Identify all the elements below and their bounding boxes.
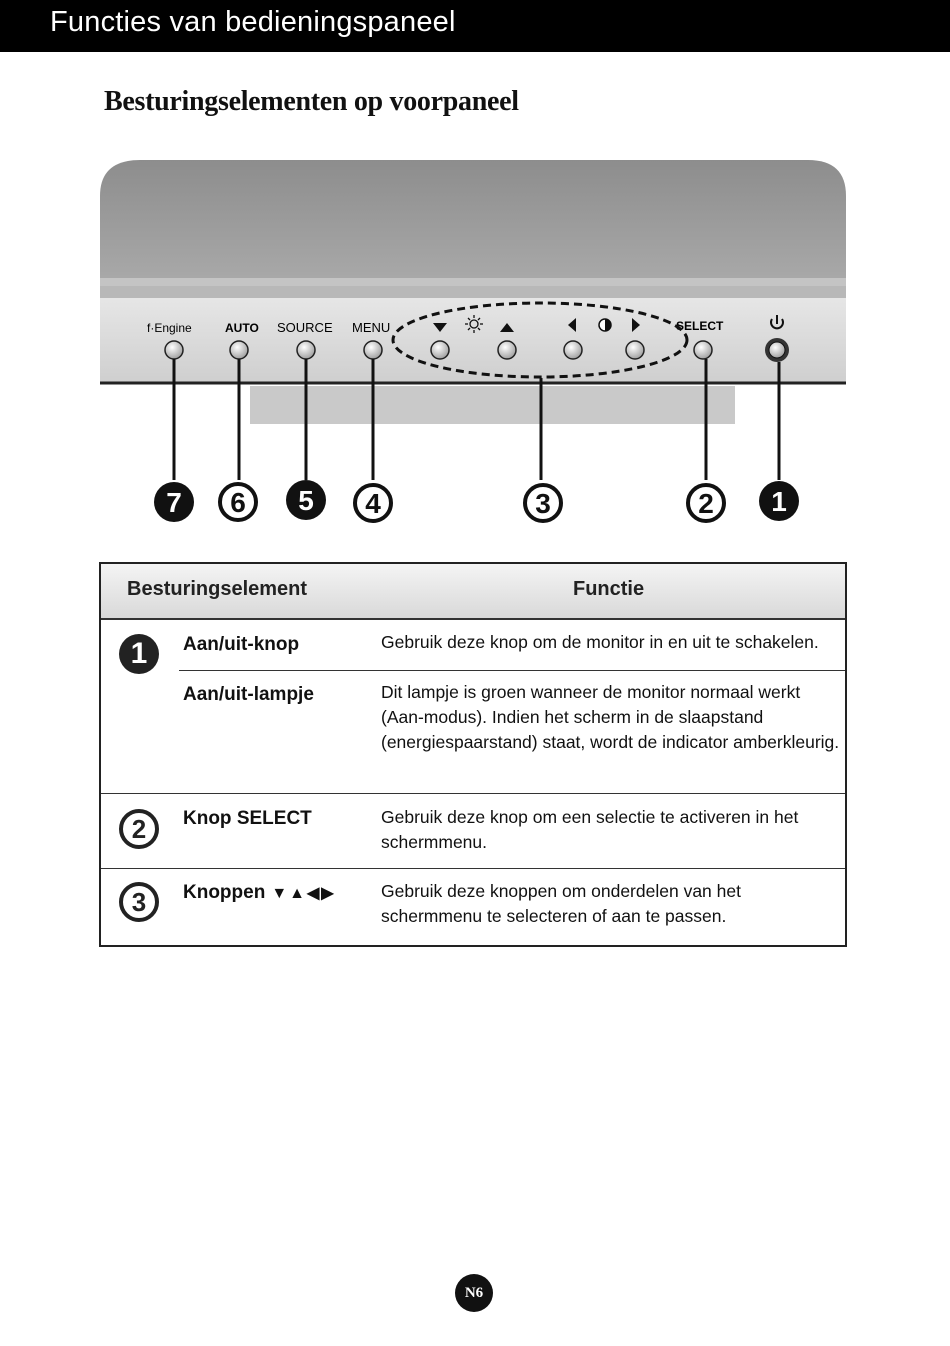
menu-label: MENU (352, 320, 391, 335)
function-select-button: Gebruik deze knop om een selectie te activeren in het schermmenu. (381, 807, 799, 852)
select-label: SELECT (676, 319, 724, 333)
svg-text:6: 6 (230, 487, 246, 518)
row-number-3: 3 (119, 882, 159, 922)
page-number: N6 (455, 1274, 493, 1312)
fengine-button[interactable] (165, 341, 183, 359)
function-arrow-buttons: Gebruik deze knoppen om onderdelen van het schermmenu te selecteren of aan te passen. (381, 881, 741, 926)
svg-text:1: 1 (771, 486, 787, 517)
header-bar (0, 0, 950, 52)
source-button[interactable] (297, 341, 315, 359)
svg-text:2: 2 (698, 488, 714, 519)
callout-3 (525, 485, 561, 521)
fengine-label: f·Engine (147, 321, 192, 335)
front-panel-illustration (0, 150, 950, 530)
header-control: Besturingselement (127, 578, 308, 600)
up-button[interactable] (498, 341, 516, 359)
bezel-edge (100, 278, 846, 286)
control-strip (100, 298, 846, 382)
controls-table (99, 562, 847, 947)
select-button[interactable] (694, 341, 712, 359)
down-button[interactable] (431, 341, 449, 359)
row-number-2: 2 (119, 809, 159, 849)
row-divider (101, 868, 845, 869)
control-select-button: Knop SELECT (183, 808, 312, 829)
table-header (101, 564, 845, 620)
callout-4 (355, 485, 391, 521)
arrow-glyphs-icon: ▼▲◀▶ (271, 885, 336, 902)
bezel-top (100, 160, 846, 278)
function-power-led: Dit lampje is groen wanneer de monitor normaal werkt (Aan-modus). Indien het scherm in de slaapstand (energiespaarstand) staat, wordt de indicator amberkleurig. (381, 682, 840, 752)
svg-text:3: 3 (535, 488, 551, 519)
auto-button[interactable] (230, 341, 248, 359)
svg-text:7: 7 (166, 487, 182, 518)
menu-button[interactable] (364, 341, 382, 359)
control-power-led: Aan/uit-lampje (183, 684, 314, 705)
callout-1 (759, 481, 799, 521)
section-title: Besturingselementen op voorpaneel (104, 86, 519, 117)
page-header-title: Functies van bedieningspaneel (50, 6, 456, 38)
control-power-button: Aan/uit-knop (183, 634, 300, 655)
callout-6 (220, 484, 256, 520)
control-arrow-buttons-label: Knoppen (183, 882, 266, 903)
function-power-button: Gebruik deze knop om de monitor in en uit te schakelen. (381, 632, 819, 652)
callout-7 (154, 482, 194, 522)
header-function: Functie (573, 578, 645, 600)
source-label: SOURCE (277, 320, 333, 335)
svg-text:5: 5 (298, 485, 314, 516)
row-divider (179, 670, 845, 671)
callout-5 (286, 480, 326, 520)
auto-label: AUTO (225, 321, 259, 335)
power-button[interactable] (769, 342, 785, 358)
control-arrow-buttons (183, 882, 336, 904)
monitor-stand (250, 386, 735, 424)
svg-text:4: 4 (365, 488, 381, 519)
contrast-icon (599, 319, 611, 331)
right-button[interactable] (626, 341, 644, 359)
row-number-1: 1 (119, 634, 159, 674)
left-button[interactable] (564, 341, 582, 359)
callout-2 (688, 485, 724, 521)
row-divider (101, 793, 845, 794)
